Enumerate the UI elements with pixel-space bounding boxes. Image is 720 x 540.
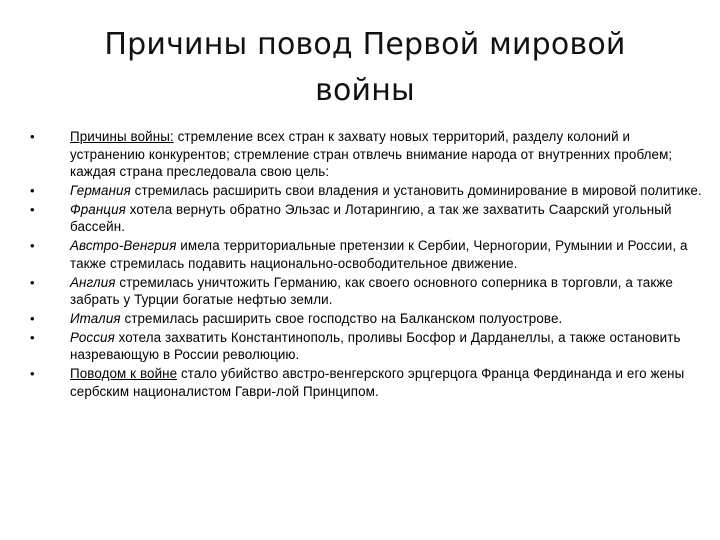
bullet-item-causes (30, 128, 702, 181)
bullet-text: стало убийство австро-венгерского эрцгерцога Франца Фердинанда и его жены сербским националистом Гаври-лой Принципом. (70, 366, 685, 399)
slide-title-line-1: Причины повод Первой мировой (104, 27, 626, 62)
bullet-text: хотела захватить Константинополь, проливы Босфор и Дарданеллы, а также остановить назревающую в России революцию. (70, 329, 681, 363)
bullet-lead: Причины войны: (70, 129, 174, 144)
bullet-dot-icon: • (30, 310, 35, 326)
bullet-lead: Россия (70, 329, 115, 345)
bullet-text: стремилась расширить свои владения и установить доминирование в мировой политике. (130, 182, 702, 198)
bullet-item-pretext (30, 365, 702, 400)
bullet-list (30, 128, 702, 401)
slide-title-line-2: войны (315, 73, 415, 108)
bullet-text: стремилась уничтожить Германию, как своего основного соперника в торговли, а также забрать у Турции богатые нефтью земли. (70, 274, 673, 308)
bullet-lead: Англия (70, 274, 116, 290)
bullet-item-germany (30, 182, 702, 200)
bullet-dot-icon: • (30, 129, 35, 144)
bullet-lead: Германия (70, 182, 131, 198)
bullet-item-france (30, 201, 702, 236)
bullet-item-russia (30, 329, 702, 364)
slide-title (40, 22, 690, 114)
bullet-text: хотела вернуть обратно Эльзас и Лотарингию, а так же захватить Саарский угольный бассейн. (70, 201, 672, 235)
bullet-lead: Франция (70, 201, 126, 217)
bullet-dot-icon: • (30, 201, 35, 217)
bullet-dot-icon: • (30, 238, 35, 254)
bullet-lead: Поводом к войне (70, 366, 178, 382)
bullet-text: стремилась расширить свое господство на Балканском полуострове. (120, 310, 563, 326)
bullet-dot-icon: • (30, 329, 35, 345)
bullet-text: имела территориальные претензии к Сербии, Черногории, Румынии и России, а также стремилась подавить национально-освободительное движение. (70, 238, 688, 271)
bullet-lead: Австро-Венгрия (70, 238, 177, 254)
bullet-text: стремление всех стран к захвату новых территорий, разделу колоний и устранению конкурентов; стремление стран отвлечь внимание народа от внутренних проблем; каждая страна преследовала свою цель: (70, 129, 673, 180)
bullet-dot-icon: • (30, 274, 35, 290)
bullet-item-austria-hungary (30, 237, 702, 272)
bullet-lead: Италия (70, 310, 121, 326)
bullet-dot-icon: • (30, 182, 35, 198)
bullet-item-italy (30, 310, 702, 328)
bullet-item-england (30, 274, 702, 309)
bullet-dot-icon: • (30, 366, 35, 382)
